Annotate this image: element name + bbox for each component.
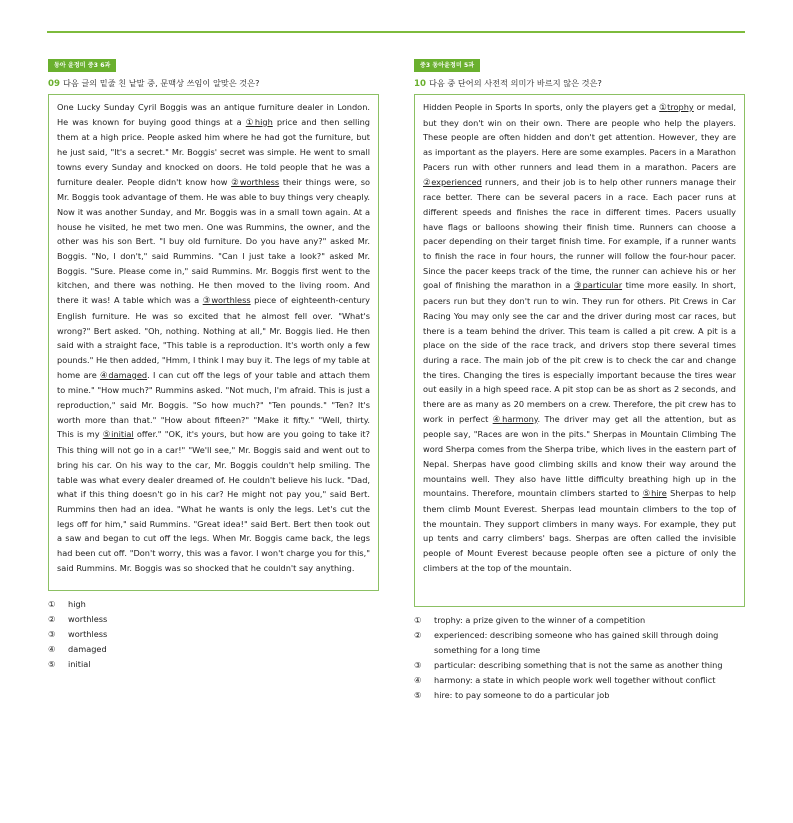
underlined-word-5: ⑤initial — [102, 429, 134, 441]
circled-number: ④ — [100, 370, 109, 381]
option-text: experienced: describing someone who has gained skill through doing something for a long time — [434, 629, 719, 655]
option-number: ⑤ — [414, 689, 422, 700]
option-number: ④ — [48, 643, 56, 654]
question-text: 다음 중 단어의 사전적 의미가 바르지 않은 것은? — [428, 78, 602, 88]
passage-text: time more easily. In short, pacers run but they don't run to win. They run for others. Pit Crews in Car Racing You may only see the car and the driver during most car races, but there is a team behind the driver. This team is called a pit crew. A pit is a place on the side of the race track, and drivers stop there several times during a race. The main job of the pit crew is to check the car and change the tires. Changing the tires is especially important because the tires wear out easily in a high speed race. A pit stop can be as short as 2 seconds, and there are as many as 20 members on a crew. Therefore, the pit crew has to work in perfect — [423, 280, 736, 424]
underlined-word-3: ③particular — [573, 280, 623, 292]
passage-text: offer." "OK, it's yours, but how are you going to take it? This thing will not go in a car!" "We'll see," Mr. Boggis said and went out to bring his car. On his way to the car, Mr. Boggis couldn't help smiling. The table was what every dealer dreamed of. He couldn't believe his luck. "Dad, what if this thing doesn't go in his car? He might not pay you," said Bert. Rummins then had an idea. "What he wants is only the legs. Let's cut the legs off for him," said Rummins. "Great idea!" said Bert. Bert then took out a saw and began to cut off the legs. When Mr. Boggis came back, the legs had been cut off. "Don't worry, this was a favor. I won't charge you for this," said Rummins. Mr. Boggis was so shocked that he couldn't say anything. — [57, 429, 370, 573]
option-text: high — [68, 599, 86, 609]
question-number: 10 — [414, 79, 426, 89]
passage-text: Hidden People in Sports In sports, only the players get a — [423, 102, 660, 112]
option-number: ① — [414, 615, 422, 625]
answer-option[interactable] — [48, 642, 379, 657]
answer-option[interactable] — [48, 657, 379, 672]
circled-number: ② — [231, 177, 240, 188]
underlined-word-4: ④damaged — [100, 369, 148, 381]
option-text: worthless — [68, 628, 108, 639]
question-prompt — [414, 77, 745, 90]
circled-number: ⑤ — [642, 489, 652, 500]
passage-text: . I can cut off the legs of your table and attach them to mine." "How much?" Rummins asked. "Not much, I'm afraid. This is just a reproduction," said Mr. Boggis. "So how much?" "Ten pounds." "Ten? It's worth more than that." "How about fifteen?" "Make it fifty." "Well, thirty. This is my — [57, 369, 370, 440]
circled-number: ① — [245, 117, 255, 128]
circled-number: ⑤ — [102, 430, 112, 441]
option-number: ① — [48, 599, 56, 609]
answer-option[interactable] — [414, 688, 745, 703]
option-number: ③ — [48, 628, 56, 639]
option-text: initial — [68, 658, 91, 669]
passage-text: piece of eighteenth-century English furniture. He was so excited that he almost fell over. "What's wrong?" Bert asked. "Oh, nothing. Nothing at all," Mr. Boggis lied. He then said with a straight face, "This table is a reproduction. It's worth only a few pounds." He then added, "Hmm, I think I may buy it. The legs of my table at home are — [57, 295, 370, 380]
passage-text: . The driver may get all the attention, but as people say, "Races are won in the pits." Sherpas in Mountain Climbing The word Sherpa comes from the Sherpa tribe, which lives in the eastern part of Nepal. Sherpas have good climbing skills and know their way around the mountains well. They also have little difficulty breathing high up in the mountains. Therefore, mountain climbers started to — [423, 413, 736, 499]
answer-option[interactable] — [414, 613, 745, 628]
underlined-word-5: ⑤hire — [642, 488, 667, 500]
top-rule — [47, 31, 745, 33]
answer-option[interactable] — [48, 627, 379, 642]
source-tag: 동아 윤정미 중3 6과 — [48, 59, 116, 72]
option-text: trophy: a prize given to the winner of a competition — [434, 615, 646, 625]
underlined-word-2: ②experienced — [423, 176, 482, 188]
underlined-word-4: ④harmony — [492, 413, 538, 425]
question-prompt — [48, 77, 379, 90]
passage-box — [414, 94, 745, 607]
answer-option[interactable] — [414, 628, 745, 658]
option-number: ② — [414, 629, 422, 640]
passage-text: One Lucky Sunday Cyril Boggis was an antique furniture dealer in London. He was known for buying good things at a — [57, 102, 370, 127]
question-10 — [414, 52, 745, 702]
option-text: hire: to pay someone to do a particular job — [434, 689, 610, 700]
passage-text: or medal, but they don't win on their own. There are people who help the players. These people are often hidden and don't get attention. However, they are as important as the players. Here are some examples. Pacers in a Marathon Pacers run with other runners and lead them in a marathon. Pacers are — [423, 102, 736, 172]
circled-number: ② — [423, 177, 432, 188]
underlined-word-2: ②worthless — [231, 176, 280, 188]
option-text: damaged — [68, 643, 107, 654]
option-number: ④ — [414, 674, 422, 685]
underlined-word-3: ③worthless — [202, 295, 251, 307]
passage-box — [48, 94, 379, 591]
passage-text: price and then selling them at a high price. People asked him where he had got the furniture, but he just said, "It's a secret." Mr. Boggis' secret was simple. He went to small towns every Sunday and knocked on doors. He told people that he was a furniture dealer. People didn't know how — [57, 116, 370, 187]
underlined-word-1: ①high — [245, 116, 273, 128]
option-number: ③ — [414, 659, 422, 670]
answer-option[interactable] — [48, 612, 379, 627]
underlined-word-1: ①trophy — [659, 102, 694, 113]
circled-number: ③ — [202, 296, 212, 307]
answer-option[interactable] — [414, 658, 745, 673]
passage-text: their things were, so Mr. Boggis took advantage of them. He was able to buy things very cheaply. Now it was another Sunday, and Mr. Boggis was in a small town again. At a house he visited, he met two men. One was Rummins, the owner, and the other was his son Bert. "I buy old furniture. Do you have any?" asked Mr. Boggis. "No, I don't," said Rummins. "Can I just take a look?" asked Mr. Boggis. "Sure. Please come in," said Rummins. Mr. Boggis first went to the kitchen, and there was nothing. He then moved to the living room. And there it was! A table which was a — [57, 176, 370, 306]
circled-number: ③ — [573, 281, 583, 292]
option-text: particular: describing something that is not the same as another thing — [434, 659, 723, 670]
source-tag: 중3 동아윤정미 5과 — [414, 59, 480, 72]
question-09 — [48, 52, 379, 672]
circled-number: ① — [659, 103, 668, 113]
option-number: ② — [48, 613, 56, 624]
answer-options — [48, 597, 379, 672]
question-text: 다음 글의 밑줄 친 낱말 중, 문맥상 쓰임이 알맞은 것은? — [62, 78, 260, 88]
answer-option[interactable] — [48, 597, 379, 612]
option-text: harmony: a state in which people work well together without conflict — [434, 674, 716, 685]
passage-text: Sherpas to help them climb Mount Everest. Sherpas lead mountain climbers to the top of the mountain. They support climbers in many ways. For example, they put up tents and carry climbers' bags. Sherpas are often called the invisible people of Mount Everest because people often see a picture of only the climbers at the top of the mountain. — [423, 488, 736, 573]
circled-number: ④ — [492, 414, 503, 425]
answer-options — [414, 613, 745, 702]
option-number: ⑤ — [48, 658, 56, 669]
option-text: worthless — [68, 613, 108, 624]
question-number: 09 — [48, 79, 60, 89]
answer-option[interactable] — [414, 673, 745, 688]
passage-text: runners, and their job is to help other runners manage their race better. There can be several pacers in a race. Each pacer runs at different speeds and finishes the race in different times. Pacers usually have flags or balloons showing their finish time. Runners can choose a pacer depending on their target finish time. For example, if a runner wants to finish the race in four hours, the runner will follow the four-hour pacer. Since the pacer keeps track of the time, the runner can achieve his or her goal of finishing the marathon in a — [423, 176, 736, 291]
